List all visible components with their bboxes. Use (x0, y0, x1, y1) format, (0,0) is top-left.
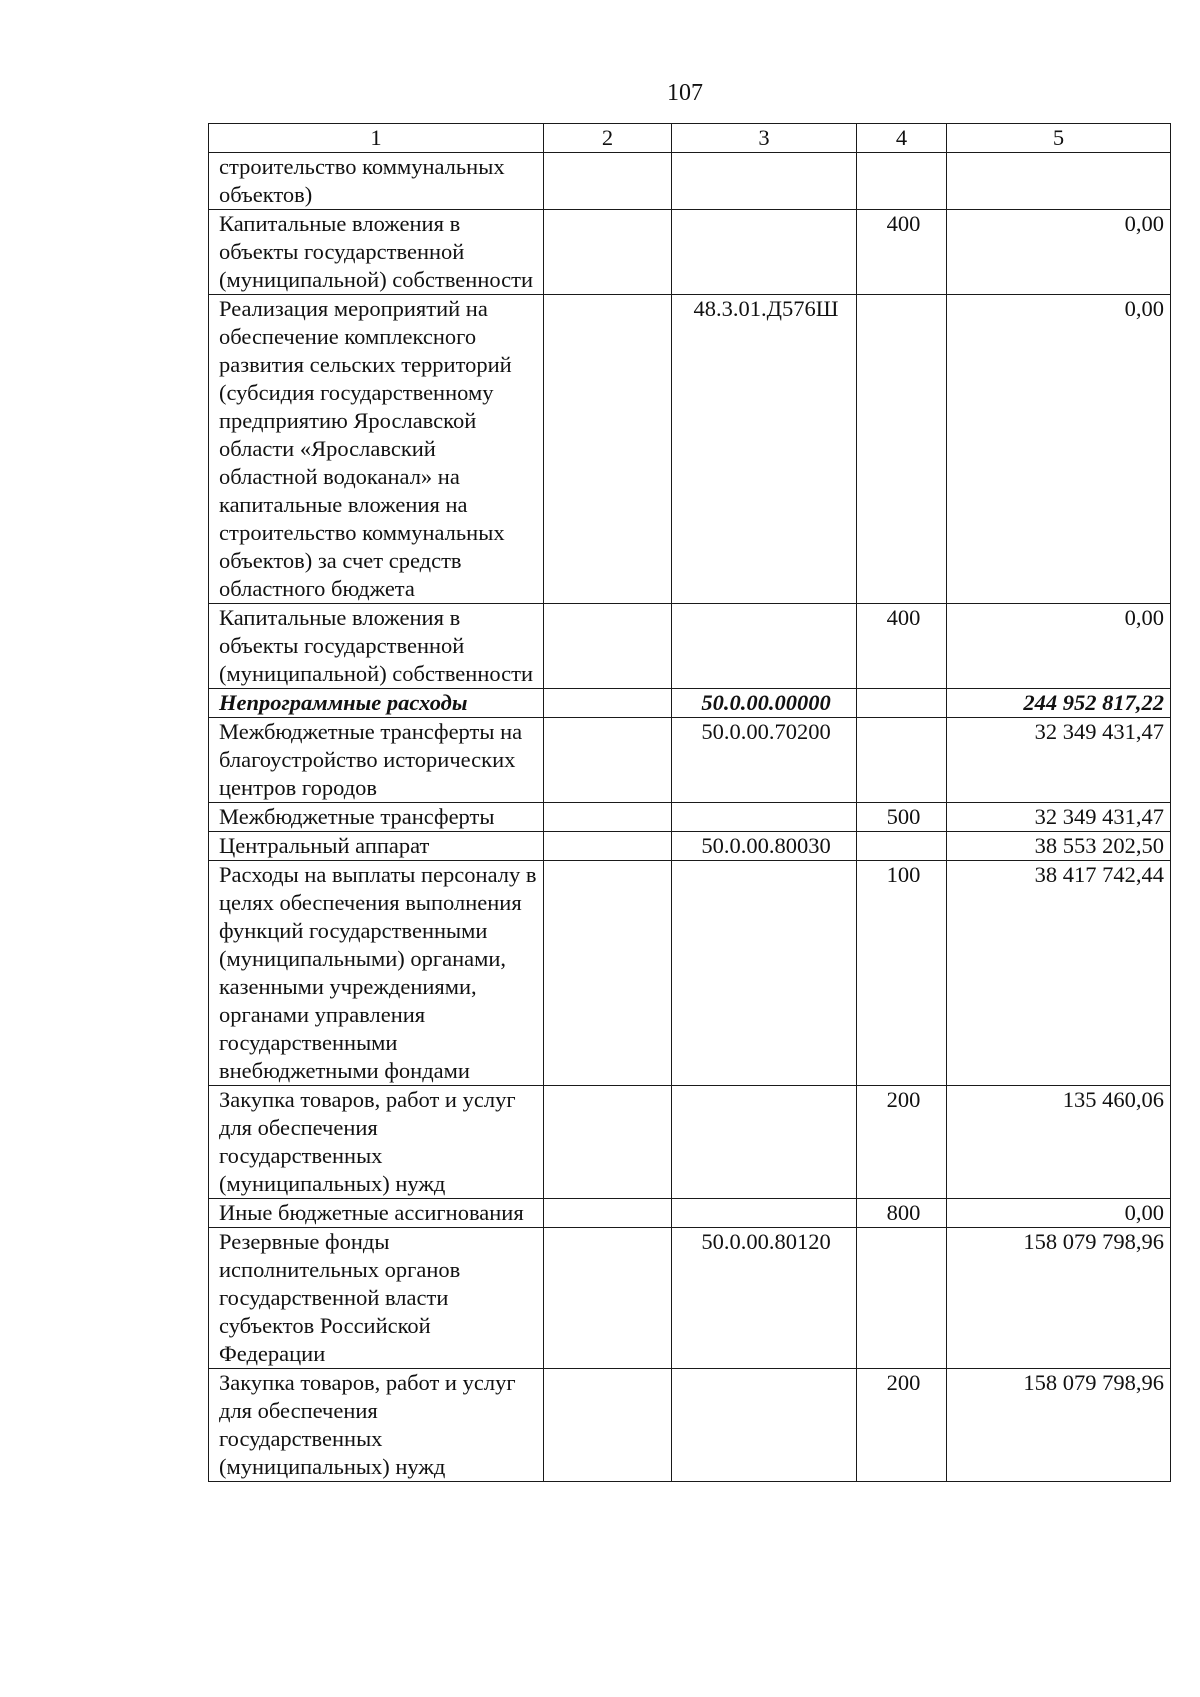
row-code (672, 861, 857, 1086)
row-amount: 244 952 817,22 (947, 689, 1171, 718)
row-col2 (544, 604, 672, 689)
row-type: 500 (857, 803, 947, 832)
table-row-section-total (209, 689, 1171, 718)
row-code (672, 1369, 857, 1482)
row-code: 50.0.00.80030 (672, 832, 857, 861)
column-header: 4 (857, 124, 947, 153)
row-name: строительство коммунальных объектов) (209, 153, 544, 210)
column-header: 1 (209, 124, 544, 153)
row-name: Реализация мероприятий на обеспечение комплексного развития сельских территорий (субсидия государственному предприятию Ярославской области «Ярославский областной водоканал» на капитальные вложения на строительство коммунальных объектов) за счет средств областного бюджета (209, 295, 544, 604)
row-type (857, 832, 947, 861)
row-col2 (544, 861, 672, 1086)
table-row (209, 832, 1171, 861)
row-code: 50.0.00.70200 (672, 718, 857, 803)
table-row (209, 604, 1171, 689)
row-col2 (544, 689, 672, 718)
row-col2 (544, 803, 672, 832)
table-row (209, 153, 1171, 210)
row-type: 400 (857, 604, 947, 689)
row-name: Закупка товаров, работ и услуг для обеспечения государственных (муниципальных) нужд (209, 1369, 544, 1482)
row-code (672, 210, 857, 295)
row-col2 (544, 1199, 672, 1228)
row-name: Иные бюджетные ассигнования (209, 1199, 544, 1228)
row-amount: 38 553 202,50 (947, 832, 1171, 861)
table-row (209, 803, 1171, 832)
row-col2 (544, 1228, 672, 1369)
table-row (209, 718, 1171, 803)
row-amount: 0,00 (947, 1199, 1171, 1228)
row-col2 (544, 295, 672, 604)
row-amount: 0,00 (947, 295, 1171, 604)
row-code: 50.0.00.80120 (672, 1228, 857, 1369)
row-amount: 158 079 798,96 (947, 1369, 1171, 1482)
row-code (672, 153, 857, 210)
row-name: Непрограммные расходы (209, 689, 544, 718)
row-col2 (544, 153, 672, 210)
row-amount: 32 349 431,47 (947, 718, 1171, 803)
row-col2 (544, 718, 672, 803)
row-amount: 0,00 (947, 604, 1171, 689)
budget-table (208, 123, 1171, 1482)
row-type (857, 718, 947, 803)
row-code: 50.0.00.00000 (672, 689, 857, 718)
row-code: 48.3.01.Д576Ш (672, 295, 857, 604)
row-name: Межбюджетные трансферты (209, 803, 544, 832)
row-code (672, 604, 857, 689)
row-type: 200 (857, 1369, 947, 1482)
row-type: 100 (857, 861, 947, 1086)
column-header: 2 (544, 124, 672, 153)
row-amount: 0,00 (947, 210, 1171, 295)
row-code (672, 1086, 857, 1199)
row-type: 200 (857, 1086, 947, 1199)
column-header: 3 (672, 124, 857, 153)
row-amount: 135 460,06 (947, 1086, 1171, 1199)
row-amount: 38 417 742,44 (947, 861, 1171, 1086)
row-name: Закупка товаров, работ и услуг для обеспечения государственных (муниципальных) нужд (209, 1086, 544, 1199)
row-type (857, 1228, 947, 1369)
page-number: 107 (667, 80, 703, 106)
row-col2 (544, 210, 672, 295)
row-amount: 158 079 798,96 (947, 1228, 1171, 1369)
table-row (209, 1228, 1171, 1369)
row-name: Центральный аппарат (209, 832, 544, 861)
row-name: Резервные фонды исполнительных органов государственной власти субъектов Российской Федерации (209, 1228, 544, 1369)
row-type (857, 153, 947, 210)
row-col2 (544, 832, 672, 861)
row-amount: 32 349 431,47 (947, 803, 1171, 832)
row-col2 (544, 1086, 672, 1199)
row-code (672, 803, 857, 832)
row-name: Межбюджетные трансферты на благоустройство исторических центров городов (209, 718, 544, 803)
table-row (209, 1086, 1171, 1199)
row-name: Капитальные вложения в объекты государственной (муниципальной) собственности (209, 210, 544, 295)
row-code (672, 1199, 857, 1228)
table-header-row (209, 124, 1171, 153)
row-type: 800 (857, 1199, 947, 1228)
table-row (209, 1369, 1171, 1482)
row-name: Капитальные вложения в объекты государственной (муниципальной) собственности (209, 604, 544, 689)
row-type: 400 (857, 210, 947, 295)
column-header: 5 (947, 124, 1171, 153)
table-row (209, 1199, 1171, 1228)
table-row (209, 861, 1171, 1086)
row-name: Расходы на выплаты персоналу в целях обеспечения выполнения функций государственными (муниципальными) органами, казенными учреждениями, органами управления государственными внебюджетными фондами (209, 861, 544, 1086)
row-col2 (544, 1369, 672, 1482)
table-row (209, 210, 1171, 295)
row-type (857, 689, 947, 718)
row-type (857, 295, 947, 604)
table-row (209, 295, 1171, 604)
row-amount (947, 153, 1171, 210)
